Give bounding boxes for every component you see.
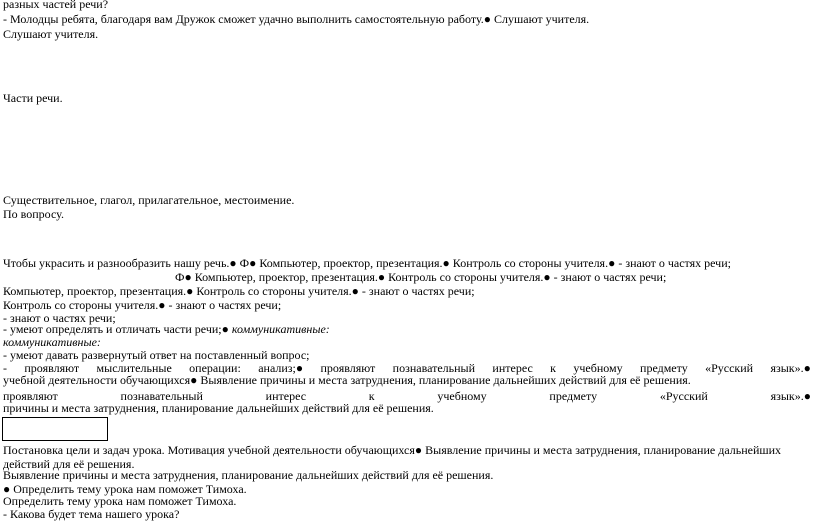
text-span-italic: коммуникативные: <box>231 322 330 336</box>
word: интерес <box>492 361 533 375</box>
text-line: Части речи. <box>3 91 63 105</box>
word: проявляют <box>320 361 376 375</box>
word: «Русский <box>705 361 754 375</box>
text-line: Компьютер, проектор, презентация.● Контроль со стороны учителя.● - знают о частях речи; <box>3 284 475 298</box>
text-line: Контроль со стороны учителя.● - знают о частях речи; <box>3 298 282 312</box>
word: предмету <box>549 389 598 403</box>
word: к <box>368 389 375 403</box>
word: анализ;● <box>258 361 304 375</box>
text-line: - Какова будет тема нашего урока? <box>3 507 180 521</box>
word: язык».● <box>770 389 811 403</box>
word: к <box>550 361 556 375</box>
word: язык».● <box>770 361 811 375</box>
text-span: - умеют определять и отличать части речи;● <box>3 322 229 336</box>
text-paragraph: Постановка цели и задач урока. Мотивация учебной деятельности обучающихся● Выявление причины и места затруднения, планирование дальнейших действий для её решения. <box>3 443 782 471</box>
text-line: Выявление причины и места затруднения, планирование дальнейших действий для её решения. <box>3 468 494 482</box>
word: познавательный <box>392 361 476 375</box>
text-line: - знают о частях речи; <box>3 311 116 325</box>
text-line: Чтобы украсить и разнообразить нашу речь.● Ф● Компьютер, проектор, презентация.● Контроль со стороны учителя.● - знают о частях речи; <box>3 256 731 270</box>
word: учебному <box>437 389 487 403</box>
word: - <box>3 361 7 375</box>
word: «Русский <box>659 389 708 403</box>
word: операции: <box>189 361 241 375</box>
word: познавательный <box>120 389 203 403</box>
text-line: Определить тему урока нам поможет Тимоха. <box>3 494 237 508</box>
empty-table-cell <box>2 417 108 441</box>
text-line <box>3 322 330 336</box>
text-line: - Молодцы ребята, благодаря вам Дружок сможет удачно выполнить самостоятельную работу.● Слушают учителя. <box>3 12 590 26</box>
word: мыслительные <box>96 361 172 375</box>
text-line: коммуникативные: <box>3 335 101 349</box>
word: предмету <box>640 361 688 375</box>
word: проявляют <box>3 389 58 403</box>
word: учебному <box>573 361 623 375</box>
text-line: - умеют давать развернутый ответ на поставленный вопрос; <box>3 348 310 362</box>
text-line: ● Определить тему урока нам поможет Тимоха. <box>3 482 247 496</box>
text-line: Ф● Компьютер, проектор, презентация.● Контроль со стороны учителя.● - знают о частях речи; <box>175 270 667 284</box>
text-line: учебной деятельности обучающихся● Выявление причины и места затруднения, планирование дальнейших действий для её решения. <box>3 373 691 387</box>
text-line: По вопросу. <box>3 207 64 221</box>
word: проявляют <box>24 361 80 375</box>
text-line: причины и места затруднения, планирование дальнейших действий для её решения. <box>3 401 434 415</box>
word: интерес <box>265 389 307 403</box>
text-line: разных частей речи? <box>3 0 109 11</box>
text-line: Слушают учителя. <box>3 27 99 41</box>
text-line: Существительное, глагол, прилагательное, местоимение. <box>3 193 295 207</box>
